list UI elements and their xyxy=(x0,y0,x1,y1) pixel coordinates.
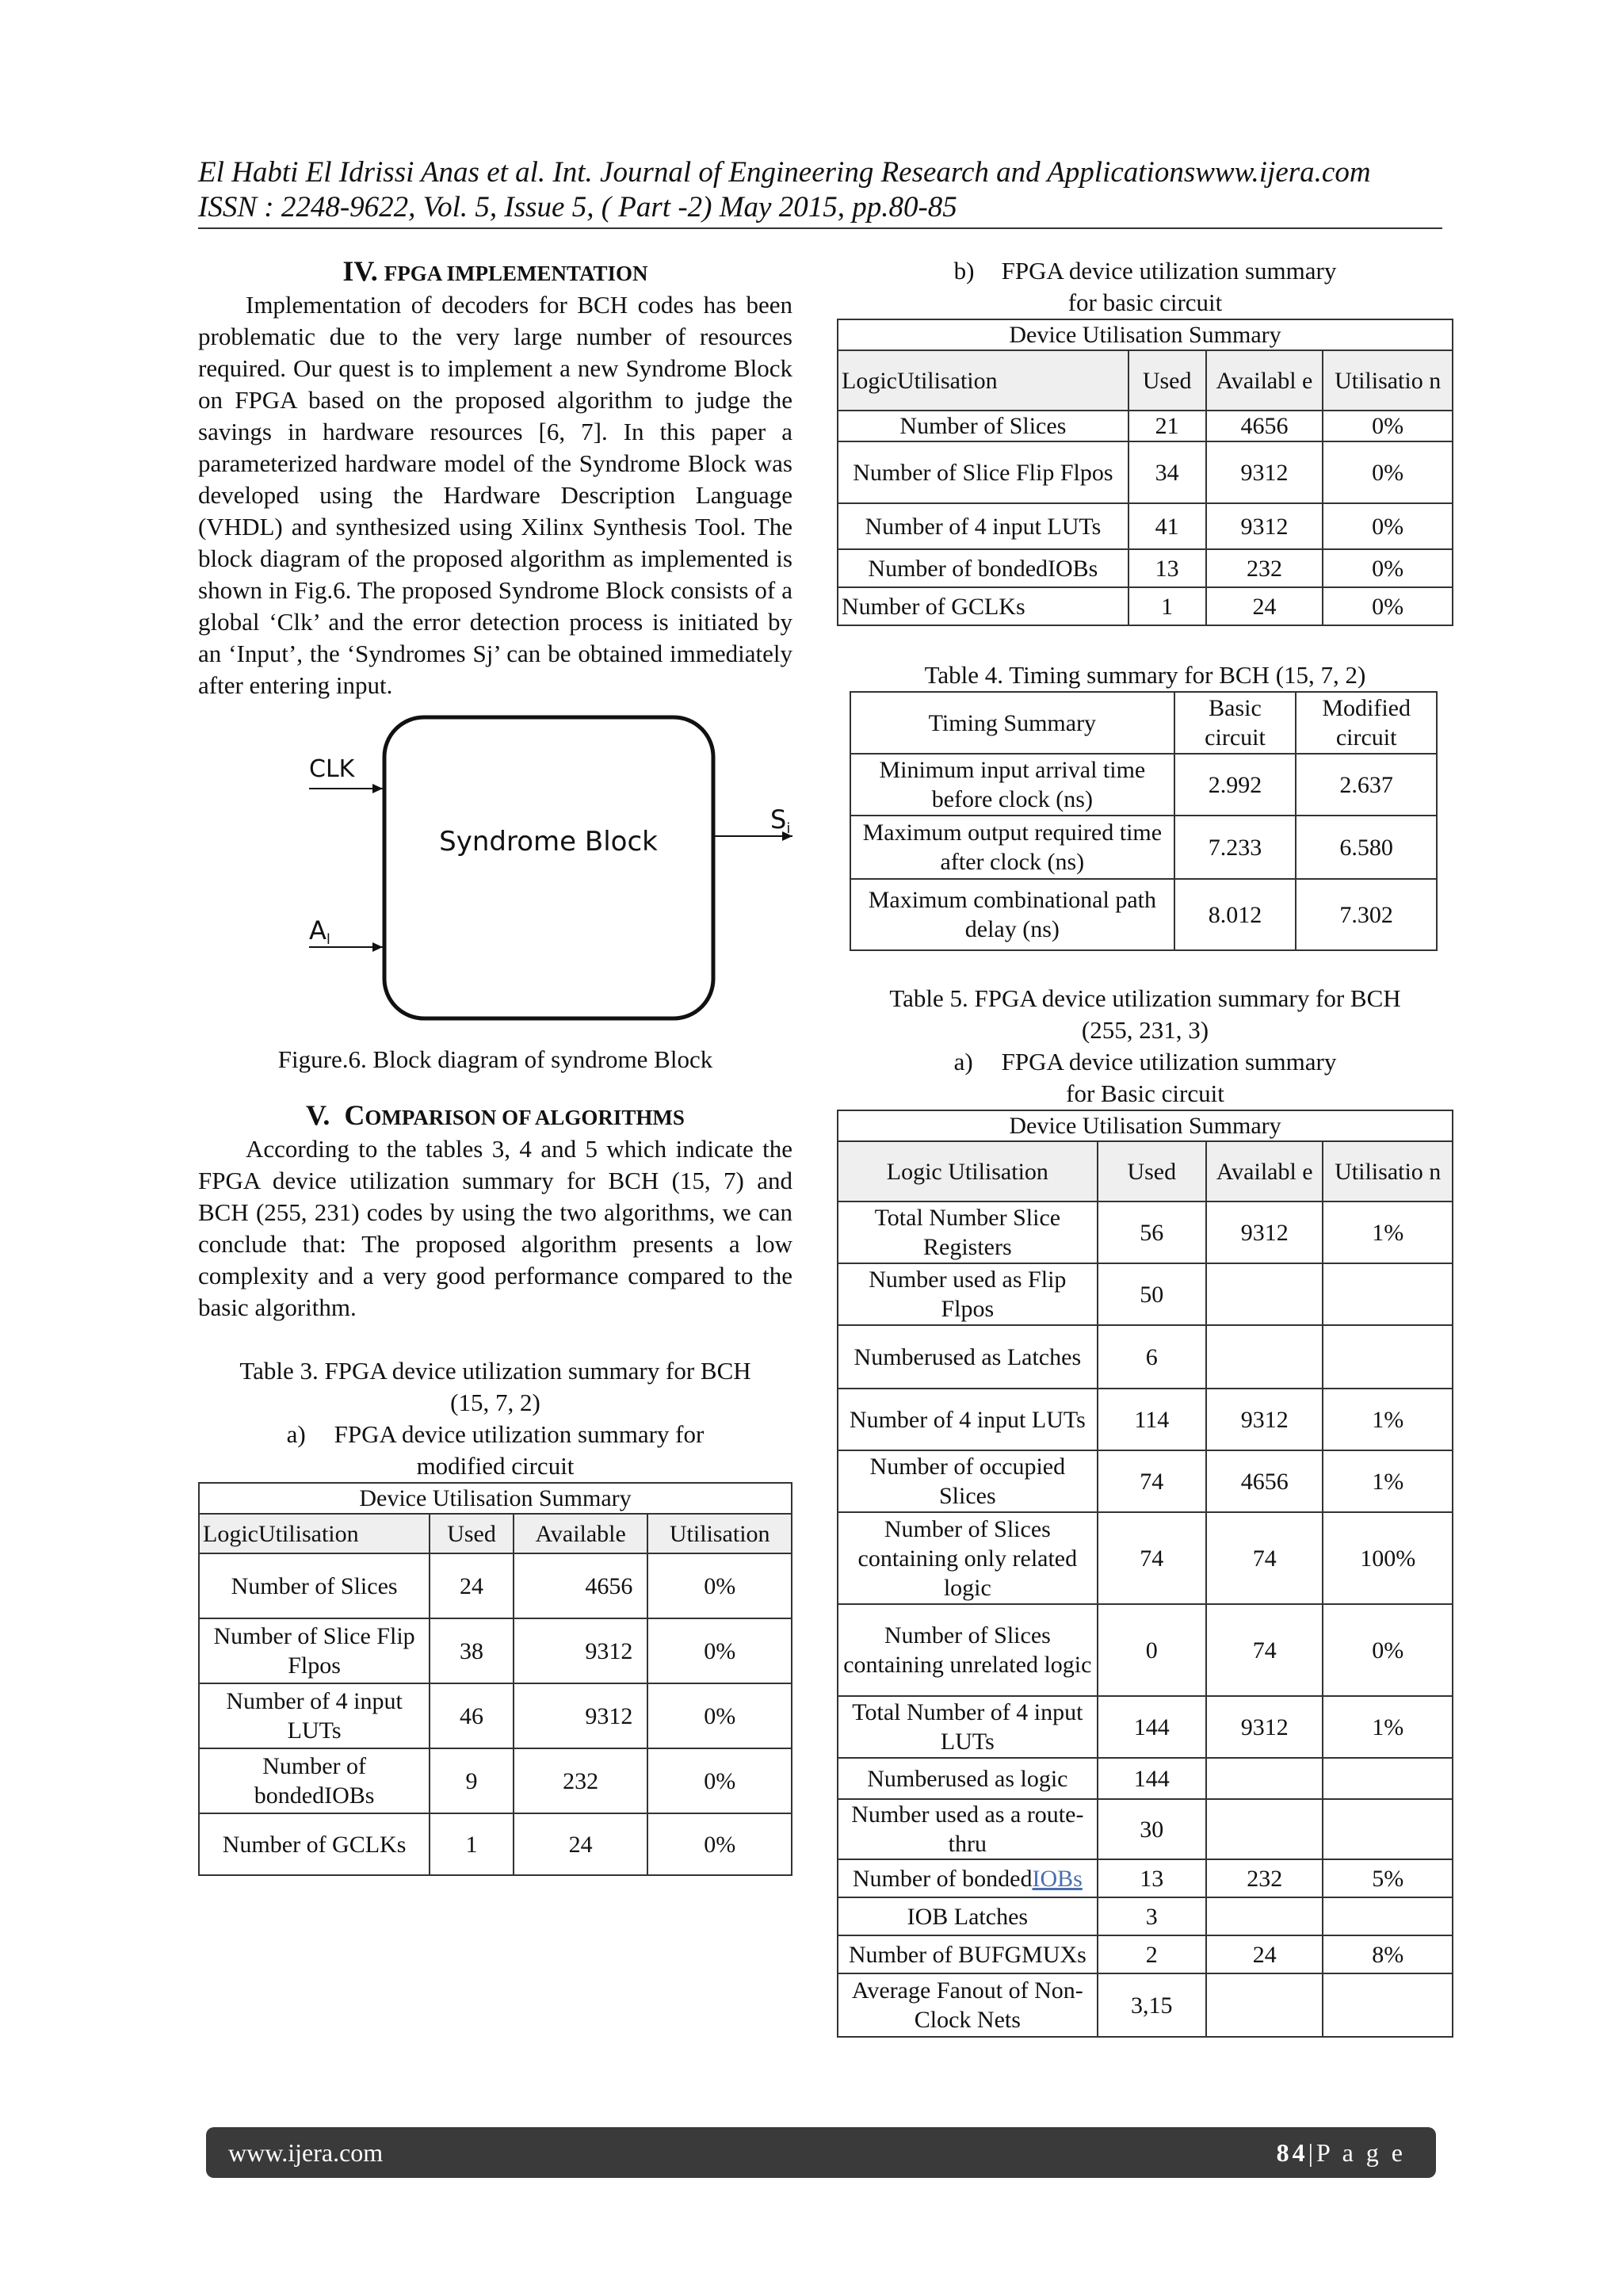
table-3a xyxy=(198,1482,792,1876)
table-row: IOB Latches 3 xyxy=(838,1897,1453,1935)
table-5a xyxy=(837,1110,1453,2038)
table-row: Number used as a route-thru 30 xyxy=(838,1799,1453,1859)
section-4-paragraph: Implementation of decoders for BCH codes has been problematic due to the very large number of resources required. Our quest is to implement a new Syndrome Block on FPGA based on the proposed algorithm to judge the savings in hardware resources [6, 7]. In this paper a parameterized hardware model of the Syndrome Block was developed using the Hardware Description Language (VHDL) and synthesized using Xilinx Synthesis Tool. The block diagram of the proposed algorithm as implemented is shown in Fig.6. The proposed Syndrome Block consists of a global ‘Clk’ and the error detection process is initiated by an ‘Input’, the ‘Syndromes Sj’ can be obtained immediately after entering input. xyxy=(198,291,792,699)
table-header: Availabl e xyxy=(1206,350,1323,411)
table-row: Number of Slice Flip Flpos 34 9312 0% xyxy=(838,441,1453,503)
table-3-caption: Table 3. FPGA device utilization summary for BCH (15, 7, 2) xyxy=(239,1357,751,1416)
input-arrowhead xyxy=(372,942,383,952)
running-header xyxy=(198,155,1442,225)
header-line-1 xyxy=(198,155,1442,190)
syndrome-block-diagram xyxy=(254,709,808,1026)
table-header: Timing Summary xyxy=(850,692,1174,754)
header-journal: El Habti El Idrissi Anas et al. Int. Journal of Engineering Research and Applications xyxy=(198,156,1196,189)
table-row: Number of Slices 24 4656 0% xyxy=(199,1553,792,1618)
table-row: Number of 4 input LUTs 46 9312 0% xyxy=(199,1683,792,1748)
table-header: Used xyxy=(1128,350,1206,411)
table-row: Number of Slices containing unrelated logic 0 74 0% xyxy=(838,1604,1453,1696)
header-divider xyxy=(198,227,1442,229)
table-header: Available xyxy=(514,1514,648,1553)
table-row: Average Fanout of Non-Clock Nets 3,15 xyxy=(838,1973,1453,2037)
table-4 xyxy=(850,691,1438,951)
figure-6-block-diagram xyxy=(254,709,808,1026)
right-column xyxy=(837,255,1453,2038)
table-header: LogicUtilisation xyxy=(838,350,1128,411)
table-header: Basic circuit xyxy=(1174,692,1296,754)
clk-arrowhead xyxy=(372,784,383,793)
table-row: Numberused as Latches 6 xyxy=(838,1325,1453,1389)
clk-label: CLK xyxy=(309,755,355,783)
table-row: Total Number of 4 input LUTs 144 9312 1% xyxy=(838,1696,1453,1758)
table-row: Number of GCLKs 1 24 0% xyxy=(838,587,1453,625)
table-header: Availabl e xyxy=(1206,1141,1323,1201)
table-title: Device Utilisation Summary xyxy=(838,1110,1453,1141)
table-row: Number of GCLKs 1 24 0% xyxy=(199,1813,792,1875)
syndrome-block-box xyxy=(384,717,713,1018)
iobs-link[interactable]: IOBs xyxy=(1032,1865,1083,1892)
table-header: Utilisatio n xyxy=(1323,350,1453,411)
page-footer xyxy=(206,2127,1436,2178)
table-header: Used xyxy=(430,1514,514,1553)
table-row: Maximum combinational path delay (ns) 8.012 7.302 xyxy=(850,879,1437,950)
left-column xyxy=(198,255,792,1876)
section-4-title: IV. FPGA IMPLEMENTATION xyxy=(342,255,648,287)
table-header: Used xyxy=(1098,1141,1206,1201)
table-3a-subcaption: a) FPGA device utilization summary for modified circuit xyxy=(286,1420,705,1480)
table-row: Numberused as logic 144 xyxy=(838,1758,1453,1799)
table-row: Maximum output required time after clock (ns) 7.233 6.580 xyxy=(850,816,1437,879)
input-label: Al xyxy=(309,915,330,948)
table-3b xyxy=(837,319,1453,626)
table-header: Utilisatio n xyxy=(1323,1141,1453,1201)
table-5-caption: Table 5. FPGA device utilization summary for BCH (255, 231, 3) xyxy=(889,984,1401,1044)
table-row: Number of bondedIOBs 13 232 5% xyxy=(838,1859,1453,1897)
table-title: Device Utilisation Summary xyxy=(838,319,1453,350)
table-row: Number of bondedIOBs 9 232 0% xyxy=(199,1748,792,1813)
figure-6-caption: Figure.6. Block diagram of syndrome Block xyxy=(277,1045,713,1073)
table-row: Minimum input arrival time before clock (ns) 2.992 2.637 xyxy=(850,754,1437,816)
table-header: LogicUtilisation xyxy=(199,1514,430,1553)
table-3b-subcaption: b) FPGA device utilization summary for basic circuit xyxy=(953,257,1337,316)
table-row: Total Number Slice Registers 56 9312 1% xyxy=(838,1201,1453,1263)
table-row: Number of Slices containing only related logic 74 74 100% xyxy=(838,1512,1453,1604)
table-title: Device Utilisation Summary xyxy=(199,1483,792,1514)
table-row: Number of 4 input LUTs 41 9312 0% xyxy=(838,503,1453,549)
section-5-title: V. COMPARISON OF ALGORITHMS xyxy=(306,1099,685,1131)
table-row: Number of 4 input LUTs 114 9312 1% xyxy=(838,1389,1453,1450)
table-row: Number of Slices 21 4656 0% xyxy=(838,411,1453,441)
block-label: Syndrome Block xyxy=(439,826,658,858)
table-row: Number used as Flip Flpos 50 xyxy=(838,1263,1453,1325)
table-row: Number of bondedIOBs 13 232 0% xyxy=(838,549,1453,587)
footer-url[interactable]: www.ijera.com xyxy=(228,2138,384,2167)
header-url[interactable]: www.ijera.com xyxy=(1195,156,1371,189)
table-header: Logic Utilisation xyxy=(838,1141,1098,1201)
section-5-paragraph: According to the tables 3, 4 and 5 which indicate the FPGA device utilization summary for BCH (15, 7) and BCH (255, 231) codes by using the two algorithms, we can conclude that: The proposed algorithm presents a low complexity and a very good performance compared to the basic algorithm. xyxy=(198,1135,792,1321)
table-row: Number of occupied Slices 74 4656 1% xyxy=(838,1450,1453,1512)
table-5a-subcaption: a) FPGA device utilization summary for Basic circuit xyxy=(953,1048,1337,1107)
table-4-caption: Table 4. Timing summary for BCH (15, 7, 2) xyxy=(924,661,1366,689)
page-number: 84|P a g e xyxy=(1276,2138,1406,2167)
table-header: Utilisation xyxy=(647,1514,792,1553)
header-line-2: ISSN : 2248-9622, Vol. 5, Issue 5, ( Part -2) May 2015, pp.80-85 xyxy=(198,191,957,223)
table-row: Number of BUFGMUXs 2 24 8% xyxy=(838,1935,1453,1973)
output-label: Si xyxy=(770,804,791,837)
table-row: Number of Slice Flip Flpos 38 9312 0% xyxy=(199,1618,792,1683)
table-header: Modified circuit xyxy=(1296,692,1437,754)
